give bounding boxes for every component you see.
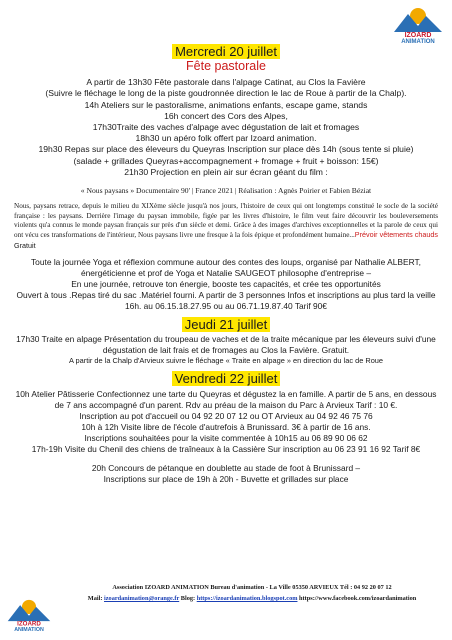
izoard-animation-logo xyxy=(392,4,444,44)
day2-schedule xyxy=(14,334,438,366)
schedule-line: 17h-19h Visite du Chenil des chiens de traîneaux à la Cassière Sur inscription au 06 23 91 16 92 Tarif 8€ xyxy=(31,443,421,454)
day1-event-title: Fête pastorale xyxy=(186,59,266,74)
schedule-line: (Suivre le fléchage le long de la piste goudronnée direction le lac de Roue à partir de la Chalp). xyxy=(45,88,407,99)
schedule-line: 10h Atelier Pâtisserie Confectionnez une tarte du Queyras et dégustez la en famille. A partir de 5 ans, en dessous de 7 ans accompagné d'un parent. Rdv au préau de la maison du Parc à Arvieux Tarif : 10 €. xyxy=(15,388,437,410)
yoga-line: Toute la journée Yoga et réflexion commune autour des contes des loups, organisé par Nathalie ALBERT, énergéticienne et prof de Yoga et Natalie SAUGEOT philosophe d'entreprise – xyxy=(31,257,421,279)
film-credits: « Nous paysans » Documentaire 90' | France 2021 | Réalisation : Agnès Poirier et Fabien Béziat xyxy=(80,186,372,196)
footer-address: Association IZOARD ANIMATION Bureau d'animation - La Ville 05350 ARVIEUX Tél : 04 92 20 07 12 xyxy=(112,584,392,591)
schedule-line: Inscription au pot d'accueil ou 04 92 20 07 12 ou OT Arvieux au 04 92 46 75 76 xyxy=(79,410,373,421)
film-description-text: Nous, paysans retrace, depuis le milieu du XIXème siècle jusqu'à nos jours, l'histoire de ceux qui ont longtemps constitué le socle de la société française : les paysans. Derrière l'image du paysan immobile, figée par les livres d'histoire, le film veut faire découvrir les bouleversements violents qu'a connus le monde paysan français sur près d'un siècle et demi. Grâce à des images d'archives exceptionnelles et la parole de ceux qui ont vécu ces transformations de l'intérieur, Nous paysans livre une fresque à la fois épique et profondément humaine... xyxy=(14,202,438,240)
day3-date: Vendredi 22 juillet xyxy=(172,371,281,386)
film-description xyxy=(14,202,438,251)
schedule-line: A partir de 13h30 Fête pastorale dans l'alpage Catinat, au Clos la Favière xyxy=(86,77,366,88)
mail-label: Mail: xyxy=(87,595,105,602)
izoard-animation-logo-footer xyxy=(6,596,52,632)
svg-text:ANIMATION: ANIMATION xyxy=(401,39,435,44)
day1-schedule xyxy=(14,77,438,178)
day3-schedule xyxy=(14,389,438,485)
day2-date: Jeudi 21 juillet xyxy=(182,317,270,332)
svg-text:IZOARD: IZOARD xyxy=(17,620,41,628)
blog-link[interactable]: https://izoardanimation.blogspot.com xyxy=(196,595,298,602)
program-content xyxy=(14,44,438,485)
schedule-line: (salade + grillades Queyras+accompagnement + fromage + fruit + boisson: 15€) xyxy=(73,155,379,166)
day1-date: Mercredi 20 juillet xyxy=(172,44,280,59)
day1-header xyxy=(14,44,438,74)
yoga-line: Ouvert à tous .Repas tiré du sac .Matériel fourni. A partir de 3 personnes Infos et inscriptions au plus tard la veille 16h. au 06.15.18.27.95 ou au 06.71.19.87.40 Tarif 90€ xyxy=(16,290,436,312)
schedule-line: 14h Ateliers sur le pastoralisme, animations enfants, escape game, stands xyxy=(84,99,368,110)
schedule-line: 17h30 Traite en alpage Présentation du troupeau de vaches et de la traite mécanique par les éleveurs suivi d'une dégustation de lait frais et de fromages au Clos la Favière. Gratuit. xyxy=(16,334,436,356)
facebook-link[interactable]: https://www.facebook.com/izoardanimation xyxy=(297,595,417,602)
footer-contacts xyxy=(60,593,444,604)
schedule-line: Inscriptions sur place de 19h à 20h - Buvette et grillades sur place xyxy=(103,473,349,484)
schedule-line: 16h concert des Cors des Alpes, xyxy=(164,110,288,121)
schedule-line: 20h Concours de pétanque en doublette au stade de foot à Brunissard – xyxy=(91,462,361,473)
blog-label: Blog: xyxy=(179,595,197,602)
schedule-line: 21h30 Projection en plein air sur écran géant du film : xyxy=(124,166,328,177)
schedule-line: 17h30Traite des vaches d'alpage avec dégustation de lait et fromages xyxy=(92,122,360,133)
mail-link[interactable]: izoardanimation@orange.fr xyxy=(104,595,180,602)
warm-clothes-note: Prévoir vêtements chauds xyxy=(354,230,438,240)
schedule-line: 10h à 12h Visite libre de l'école d'autrefois à Brunissard. 3€ à partir de 16 ans. xyxy=(81,421,371,432)
yoga-section xyxy=(14,257,438,312)
svg-text:ANIMATION: ANIMATION xyxy=(14,626,44,632)
free-note: Gratuit xyxy=(14,240,36,250)
footer xyxy=(60,582,444,604)
schedule-line: 19h30 Repas sur place des éleveurs du Queyras Inscription sur place dès 14h (sous tente si pluie) xyxy=(38,144,414,155)
schedule-line: Inscriptions souhaitées pour la visite commentée à 10h15 au 06 89 90 06 62 xyxy=(84,432,368,443)
schedule-line: 18h30 un apéro folk offert par Izoard animation. xyxy=(135,133,317,144)
directions-note: A partir de la Chalp d'Arvieux suivre le fléchage « Traite en alpage » en direction du lac de Roue xyxy=(68,356,384,366)
svg-text:IZOARD: IZOARD xyxy=(404,32,432,39)
yoga-line: En une journée, retrouve ton énergie, booste tes capacités, et crée tes opportunités xyxy=(71,279,381,290)
